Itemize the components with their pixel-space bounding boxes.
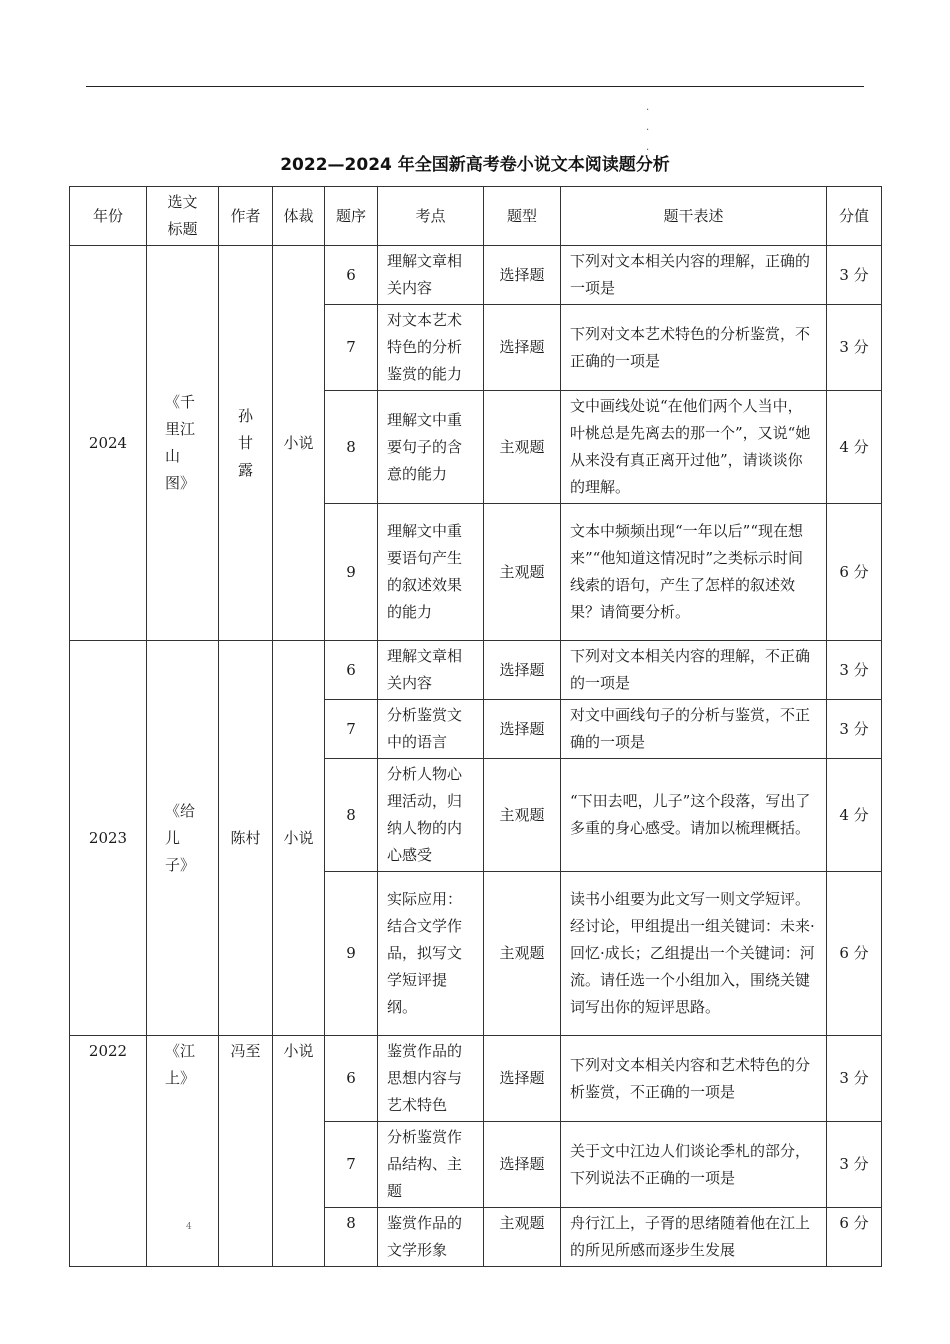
point-cell: 理解文中重要句子的含意的能力 bbox=[378, 391, 484, 504]
stem-cell: 对文中画线句子的分析与鉴赏，不正确的一项是 bbox=[561, 700, 827, 759]
col-year: 年份 bbox=[70, 187, 147, 246]
col-author: 作者 bbox=[219, 187, 273, 246]
score-cell: 4 分 bbox=[827, 391, 882, 504]
col-point: 考点 bbox=[378, 187, 484, 246]
point-cell: 理解文章相关内容 bbox=[378, 641, 484, 700]
stem-cell: “下田去吧，儿子”这个段落，写出了多重的身心感受。请加以梳理概括。 bbox=[561, 759, 827, 872]
number-cell: 7 bbox=[325, 1122, 378, 1208]
score-cell: 3 分 bbox=[827, 700, 882, 759]
score-cell: 3 分 bbox=[827, 1122, 882, 1208]
analysis-table bbox=[69, 186, 882, 1267]
point-cell: 分析鉴赏作品结构、主题 bbox=[378, 1122, 484, 1208]
score-cell: 6 分 bbox=[827, 872, 882, 1036]
number-cell: 6 bbox=[325, 641, 378, 700]
point-cell: 鉴赏作品的思想内容与艺术特色 bbox=[378, 1036, 484, 1122]
col-number: 题序 bbox=[325, 187, 378, 246]
type-cell: 主观题 bbox=[484, 504, 561, 641]
number-cell: 6 bbox=[325, 1036, 378, 1122]
score-cell: 3 分 bbox=[827, 641, 882, 700]
col-stem: 题干表述 bbox=[561, 187, 827, 246]
table-row bbox=[70, 246, 882, 305]
point-cell: 鉴赏作品的文学形象 bbox=[378, 1208, 484, 1267]
year-cell: 2023 bbox=[70, 641, 147, 1036]
col-score: 分值 bbox=[827, 187, 882, 246]
header-marks: . . . bbox=[646, 102, 650, 153]
number-cell: 9 bbox=[325, 872, 378, 1036]
year-cell: 2022 bbox=[70, 1036, 147, 1267]
genre-cell: 小说 bbox=[273, 641, 325, 1036]
number-cell: 8 bbox=[325, 1208, 378, 1267]
score-cell: 6 分 bbox=[827, 1208, 882, 1267]
table-row bbox=[70, 641, 882, 700]
page-title: 2022—2024 年全国新高考卷小说文本阅读题分析 bbox=[280, 155, 670, 175]
col-type: 题型 bbox=[484, 187, 561, 246]
type-cell: 主观题 bbox=[484, 391, 561, 504]
point-cell: 理解文章相关内容 bbox=[378, 246, 484, 305]
score-cell: 3 分 bbox=[827, 246, 882, 305]
col-selection: 选文标题 bbox=[147, 187, 219, 246]
score-cell: 3 分 bbox=[827, 1036, 882, 1122]
type-cell: 选择题 bbox=[484, 1036, 561, 1122]
stem-cell: 舟行江上，子胥的思绪随着他在江上的所见所感而逐步生发展 bbox=[561, 1208, 827, 1267]
stem-cell: 读书小组要为此文写一则文学短评。经讨论，甲组提出一组关键词：未来·回忆·成长；乙组提出一个关键词：河流。请任选一个小组加入，围绕关键词写出你的短评思路。 bbox=[561, 872, 827, 1036]
header-rule bbox=[86, 86, 864, 87]
score-cell: 6 分 bbox=[827, 504, 882, 641]
number-cell: 7 bbox=[325, 305, 378, 391]
stem-cell: 下列对文本艺术特色的分析鉴赏，不正确的一项是 bbox=[561, 305, 827, 391]
footer-mark: 4 bbox=[186, 1222, 192, 1232]
author-cell: 陈村 bbox=[219, 641, 273, 1036]
stem-cell: 下列对文本相关内容的理解，不正确的一项是 bbox=[561, 641, 827, 700]
stem-cell: 文中画线处说“在他们两个人当中，叶桃总是先离去的那一个”，又说“她从来没有真正离开过他”，请谈谈你的理解。 bbox=[561, 391, 827, 504]
header-row bbox=[70, 187, 882, 246]
type-cell: 主观题 bbox=[484, 872, 561, 1036]
table-row bbox=[70, 1036, 882, 1122]
type-cell: 选择题 bbox=[484, 700, 561, 759]
point-cell: 对文本艺术特色的分析鉴赏的能力 bbox=[378, 305, 484, 391]
number-cell: 8 bbox=[325, 759, 378, 872]
point-cell: 分析人物心理活动，归纳人物的内心感受 bbox=[378, 759, 484, 872]
col-genre: 体裁 bbox=[273, 187, 325, 246]
number-cell: 7 bbox=[325, 700, 378, 759]
number-cell: 8 bbox=[325, 391, 378, 504]
type-cell: 选择题 bbox=[484, 1122, 561, 1208]
author-cell: 孙甘露 bbox=[219, 246, 273, 641]
genre-cell: 小说 bbox=[273, 1036, 325, 1267]
type-cell: 选择题 bbox=[484, 246, 561, 305]
stem-cell: 下列对文本相关内容的理解，正确的一项是 bbox=[561, 246, 827, 305]
type-cell: 主观题 bbox=[484, 759, 561, 872]
selection-cell: 《千里江山图》 bbox=[147, 246, 219, 641]
score-cell: 3 分 bbox=[827, 305, 882, 391]
point-cell: 实际应用：结合文学作品，拟写文学短评提纲。 bbox=[378, 872, 484, 1036]
type-cell: 选择题 bbox=[484, 305, 561, 391]
number-cell: 9 bbox=[325, 504, 378, 641]
author-cell: 冯至 bbox=[219, 1036, 273, 1267]
stem-cell: 关于文中江边人们谈论季札的部分，下列说法不正确的一项是 bbox=[561, 1122, 827, 1208]
score-cell: 4 分 bbox=[827, 759, 882, 872]
point-cell: 理解文中重要语句产生的叙述效果的能力 bbox=[378, 504, 484, 641]
stem-cell: 下列对文本相关内容和艺术特色的分析鉴赏，不正确的一项是 bbox=[561, 1036, 827, 1122]
selection-cell: 《给儿子》 bbox=[147, 641, 219, 1036]
type-cell: 主观题 bbox=[484, 1208, 561, 1267]
selection-cell: 《江上》 bbox=[147, 1036, 219, 1267]
number-cell: 6 bbox=[325, 246, 378, 305]
type-cell: 选择题 bbox=[484, 641, 561, 700]
genre-cell: 小说 bbox=[273, 246, 325, 641]
point-cell: 分析鉴赏文中的语言 bbox=[378, 700, 484, 759]
stem-cell: 文本中频频出现“一年以后”“现在想来”“他知道这情况时”之类标示时间线索的语句，产生了怎样的叙述效果？请简要分析。 bbox=[561, 504, 827, 641]
year-cell: 2024 bbox=[70, 246, 147, 641]
